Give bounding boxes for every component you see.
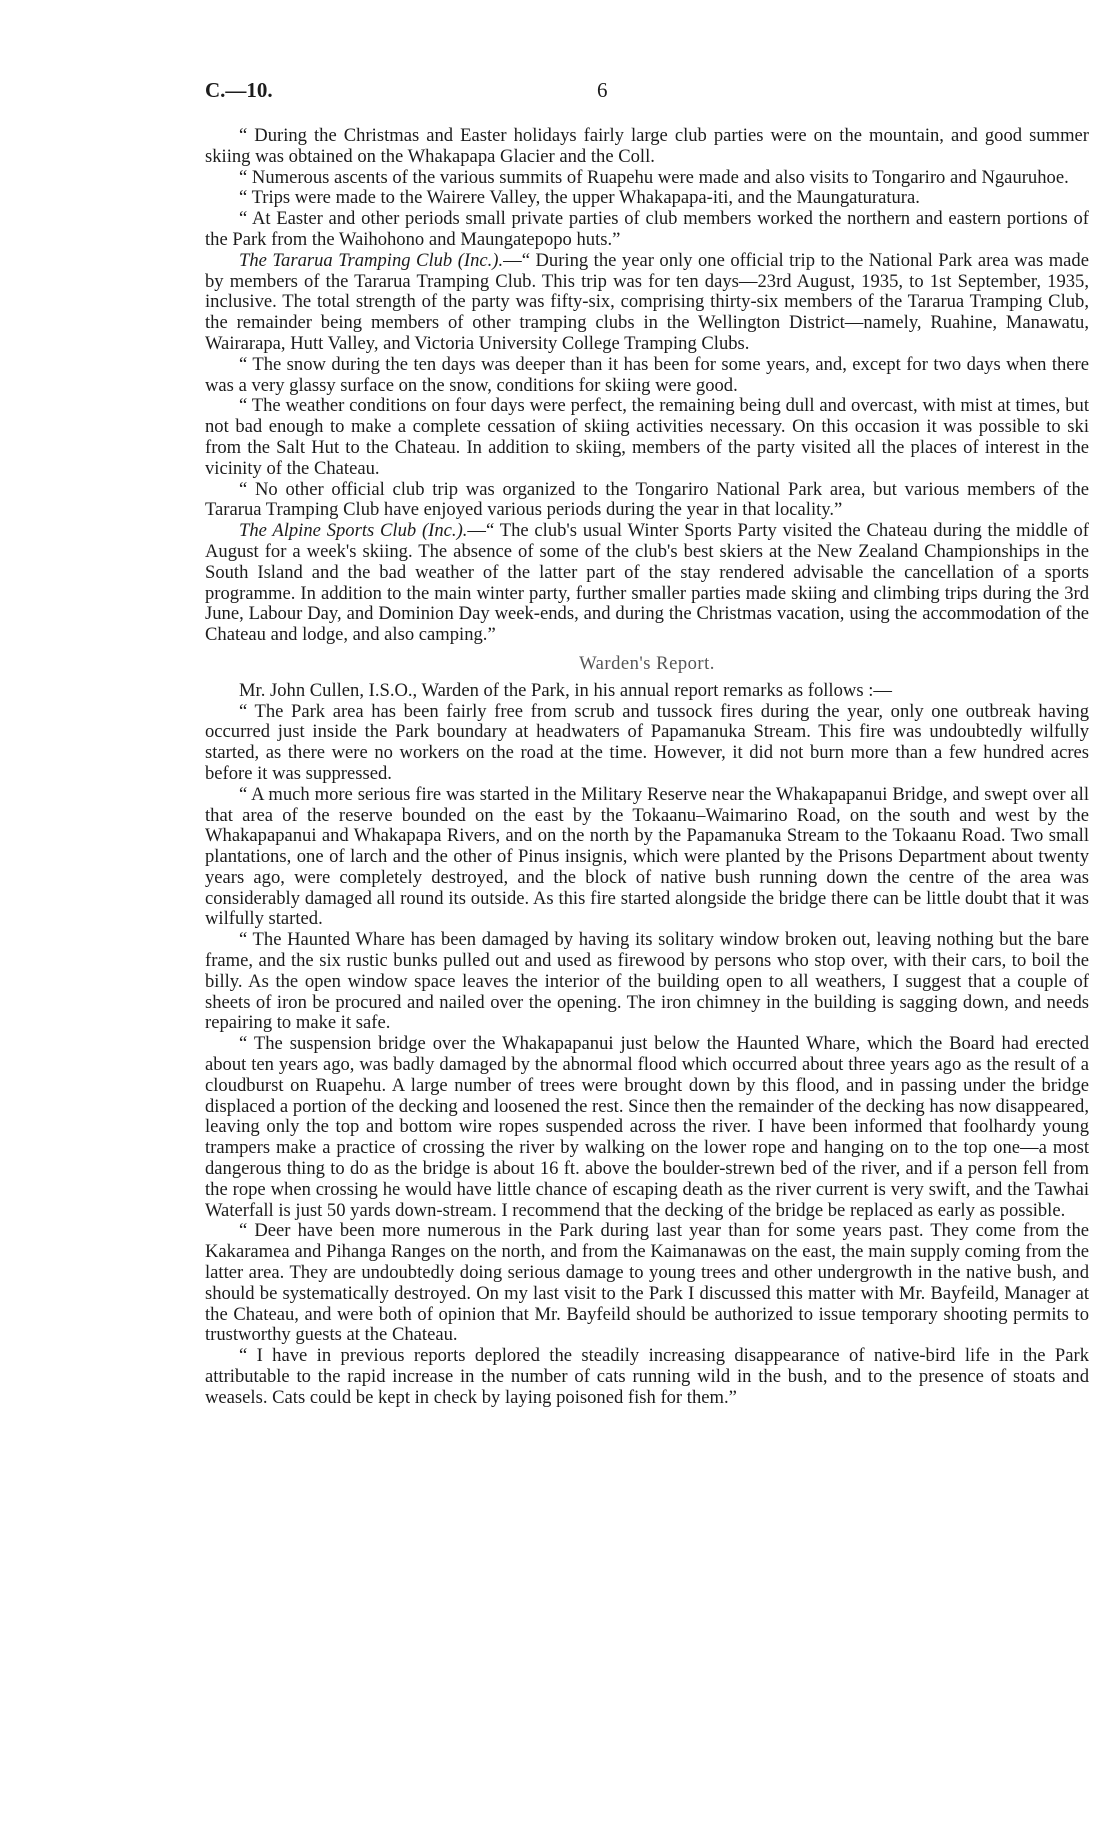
paragraph-no-other-trip: “ No other official club trip was organized to the Tongariro National Park area, but various members of the Tararua Tramping Club have enjoyed various periods during the year in that locality.” [205, 478, 1089, 521]
paragraph-christmas-easter: “ During the Christmas and Easter holidays fairly large club parties were on the mountain, and good summer skiing was obtained on the Whakapapa Glacier and the Coll. [205, 125, 1089, 167]
body-text [205, 126, 1089, 1409]
paragraph-military-reserve-fire: “ A much more serious fire was started in the Military Reserve near the Whakapapanui Bridge, and swept over all that area of the reserve bounded on the east by the Tokaanu–Waimarino Road, on the south and west by the Whakapapanui and Whakapapa Rivers, and on the north by the Papamanuka Stream to the Tokaanu Road. Two small plantations, one of larch and the other of Pinus insignis, which were planted by the Prisons Department about twenty years ago, were completely destroyed, and the block of native bush running down the centre of the area was considerably damaged all round its outside. As this fire started alongside the bridge there can be little doubt that it was wilfully started. [205, 783, 1089, 930]
paragraph-trips: “ Trips were made to the Wairere Valley, the upper Whakapapa-iti, and the Maungaturatura. [239, 187, 920, 209]
paragraph-weather: “ The weather conditions on four days were perfect, the remaining being dull and overcast, with mist at times, but not bad enough to make a complete cessation of skiing activities necessary. On this occasion it was possible to ski from the Salt Hut to the Chateau. In addition to skiing, members of the party visited all the places of interest in the vicinity of the Chateau. [205, 395, 1089, 479]
section-heading-wardens-report: Warden's Report. [579, 652, 715, 674]
club-name-alpine: The Alpine Sports Club (Inc.). [239, 520, 468, 542]
paragraph-ascents: “ Numerous ascents of the various summits of Ruapehu were made and also visits to Tongariro and Ngauruhoe. [239, 166, 1069, 188]
document-code: C.—10. [205, 78, 273, 102]
paragraph-native-birds: “ I have in previous reports deplored the steadily increasing disappearance of native-bird life in the Park attributable to the rapid increase in the number of cats running wild in the bush, and to the presence of stoats and weasels. Cats could be kept in check by laying poisoned fish for them.” [205, 1345, 1089, 1408]
paragraph-deer: “ Deer have been more numerous in the Park during last year than for some years past. They come from the Kakaramea and Pihanga Ranges on the north, and from the Kaimanawas on the east, the main supply coming from the latter area. They are undoubtedly doing serious damage to young trees and other undergrowth in the native bush, and should be systematically destroyed. On my last visit to the Park I discussed this matter with Mr. Bayfeild, Manager at the Chateau, and were both of opinion that Mr. Bayfeild should be authorized to issue temporary shooting permits to trustworthy guests at the Chateau. [205, 1220, 1089, 1346]
paragraph-haunted-whare: “ The Haunted Whare has been damaged by having its solitary window broken out, leaving nothing but the bare frame, and the six rustic bunks pulled out and used as firewood by persons who stop over, with their cars, to boil the billy. As the open window space leaves the interior of the building open to all weathers, I suggest that a couple of sheets of iron be procured and nailed over the opening. The iron chimney in the building is sagging down, and needs repairing to make it safe. [205, 929, 1089, 1034]
paragraph-alpine-club: The Alpine Sports Club (Inc.).—“ The club's usual Winter Sports Party visited the Chateau during the middle of August for a week's skiing. The absence of some of the club's best skiers at the New Zealand Championships in the South Island and the bad weather of the latter part of the stay rendered advisable the cancellation of a sports programme. In addition to the main winter party, further smaller parties made skiing and climbing trips during the 3rd June, Labour Day, and Dominion Day week-ends, and during the Christmas vacation, using the accommodation of the Chateau and lodge, and also camping.” [205, 520, 1089, 646]
paragraph-easter-parties: “ At Easter and other periods small private parties of club members worked the northern and eastern portions of the Park from the Waihohono and Maungatepopo huts.” [205, 208, 1089, 250]
paragraph-tararua-club: The Tararua Tramping Club (Inc.).—“ During the year only one official trip to the National Park area was made by members of the Tararua Tramping Club. This trip was for ten days—23rd August, 1935, to 1st September, 1935, inclusive. The total strength of the party was fifty-six, comprising thirty-six members of the Tararua Tramping Club, the remainder being members of other tramping clubs in the Wellington District—namely, Ruahine, Manawatu, Wairarapa, Hutt Valley, and Victoria University College Tramping Clubs. [205, 249, 1089, 354]
page-header [205, 78, 1089, 108]
paragraph-warden-intro: Mr. John Cullen, I.S.O., Warden of the Park, in his annual report remarks as follows :— [239, 679, 892, 701]
paragraph-suspension-bridge: “ The suspension bridge over the Whakapapanui just below the Haunted Whare, which the Board had erected about ten years ago, was badly damaged by the abnormal flood which occurred about three years ago as the result of a cloudburst on Ruapehu. A large number of trees were brought down by this flood, and in passing under the bridge displaced a portion of the decking and loosened the rest. Since then the remainder of the decking has now disappeared, leaving only the top and bottom wire ropes suspended across the river. I have been informed that foolhardy young trampers make a practice of crossing the river by walking on the lower rope and hanging on to the top one—a most dangerous thing to do as the bridge is about 16 ft. above the boulder-strewn bed of the river, and if a person fell from the rope when crossing he would have little chance of escaping death as the river current is very swift, and the Tawhai Waterfall is just 50 yards down-stream. I recommend that the decking of the bridge be replaced as early as possible. [205, 1033, 1089, 1221]
paragraph-fires: “ The Park area has been fairly free from scrub and tussock fires during the year, only one outbreak having occurred just inside the Park boundary at headwaters of Papamanuka Stream. This fire was undoubtedly wilfully started, as there were no workers on the road at the time. However, it did not burn more than a few hundred acres before it was suppressed. [205, 700, 1089, 784]
page-number: 6 [597, 78, 608, 102]
club-name-tararua: The Tararua Tramping Club (Inc.). [239, 249, 504, 271]
paragraph-snow: “ The snow during the ten days was deeper than it has been for some years, and, except for two days when there was a very glassy surface on the snow, conditions for skiing were good. [205, 353, 1089, 396]
